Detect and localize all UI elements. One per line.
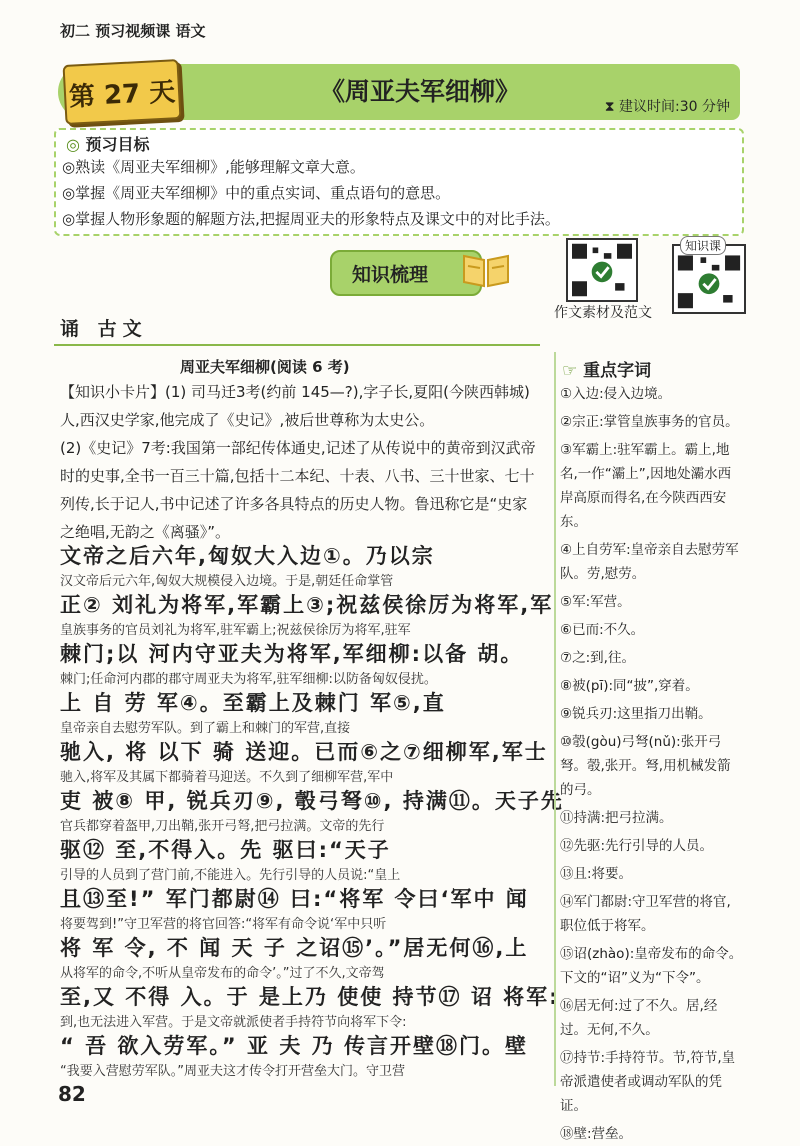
- translation-line: 官兵都穿着盔甲,刀出鞘,张开弓弩,把弓拉满。文帝的先行: [60, 819, 385, 834]
- glossary-item: ②宗正:掌管皇族事务的官员。: [560, 414, 739, 430]
- glossary-item: ⑰持节:手持符节。节,符节,皇帝派遣使者或调动军队的凭证。: [560, 1050, 736, 1114]
- pointer-icon: ☞: [562, 361, 584, 381]
- glossary-item: ⑧被(pī):同“披”,穿着。: [560, 678, 699, 694]
- translation-line: 从将军的命令,不听从皇帝发布的命令’。”过了不久,文帝驾: [60, 966, 385, 981]
- translation-line: “我要入营慰劳军队。”周亚夫这才传令打开营垒大门。守卫营: [60, 1064, 405, 1079]
- classical-line: 至,又 不得 入。于 是上乃 使使 持节⑰ 诏 将军:: [60, 985, 560, 1009]
- glossary-item: ⑫先驱:先行引导的人员。: [560, 838, 714, 854]
- day-tag: 第 27 天: [63, 59, 182, 125]
- hourglass-icon: ⧗: [604, 99, 620, 115]
- glossary-item: ⑮诏(zhào):皇帝发布的命令。下文的“诏”义为“下令”。: [560, 946, 743, 986]
- divider: [54, 344, 540, 346]
- glossary-item: ⑪持满:把弓拉满。: [560, 810, 673, 826]
- glossary-item: ⑩彀(gòu)弓弩(nǔ):张开弓弩。彀,张开。弩,用机械发箭的弓。: [560, 734, 731, 798]
- translation-line: 到,也无法进入军营。于是文帝就派使者手持符节向将军下令:: [60, 1015, 407, 1030]
- suggested-time: ⧗ 建议时间:30 分钟: [604, 99, 730, 115]
- section-pill: 知识梳理: [330, 250, 482, 296]
- goals-title: ◎ 预习目标: [66, 135, 150, 154]
- glossary-item: ①入边:侵入边境。: [560, 386, 672, 402]
- classical-line: 且⑬至!” 军门都尉⑭ 曰:“将军 令曰‘军中 闻: [60, 887, 529, 911]
- section-heading: 诵 古文: [60, 318, 148, 340]
- classical-line: 文帝之后六年,匈奴大入边①。乃以宗: [60, 544, 435, 568]
- glossary-item: ⑯居无何:过了不久。居,经过。无何,不久。: [560, 998, 718, 1038]
- intro-paragraph: (2)《史记》7考:我国第一部纪传体通史,记述了从传说中的黄帝到汉武帝时的史事,全书一百三十篇,包括十二本纪、十表、八书、三十世家、七十列传,长于记人,书中记述了许多各具特点的历史人物。鲁迅称它是“史家之绝唱,无韵之《离骚》”。: [60, 439, 536, 541]
- classical-line: 将 军 令, 不 闻 天 子 之诏⑮’。”居无何⑯,上: [60, 936, 529, 960]
- glossary-item: ⑤军:军营。: [560, 594, 631, 610]
- translation-line: 引导的人员到了营门前,不能进入。先行引导的人员说:“皇上: [60, 868, 401, 883]
- translation-line: 汉文帝后元六年,匈奴大规模侵入边境。于是,朝廷任命掌管: [60, 574, 394, 589]
- page-number: 82: [58, 1082, 86, 1106]
- target-icon: ◎: [66, 135, 86, 154]
- glossary-item: ⑭军门都尉:守卫军营的将官,职位低于将军。: [560, 894, 731, 934]
- running-head: 初二 预习视频课 语文: [60, 22, 206, 40]
- book-icon: [460, 250, 512, 290]
- classical-line: 棘门;以 河内守亚夫为将军,军细柳:以备 胡。: [60, 642, 524, 666]
- glossary-item: ⑨锐兵刃:这里指刀出鞘。: [560, 706, 712, 722]
- glossary-item: ⑦之:到,往。: [560, 650, 635, 666]
- classical-line: 正② 刘礼为将军,军霸上③;祝兹侯徐厉为将军,军: [60, 593, 554, 617]
- translation-line: 驰入,将军及其属下都骑着马迎送。不久到了细柳军营,军中: [60, 770, 394, 785]
- qr-code-left[interactable]: [566, 238, 638, 302]
- translation-line: 棘门;任命河内郡的郡守周亚夫为将军,驻军细柳:以防备匈奴侵扰。: [60, 672, 437, 687]
- knowledge-class-tag: 知识课: [680, 236, 726, 255]
- goal-item: ◎掌握人物形象题的解题方法,把握周亚夫的形象特点及课文中的对比手法。: [62, 210, 560, 228]
- classical-line: “ 吾 欲入劳军。” 亚 夫 乃 传言开壁⑱门。壁: [60, 1034, 528, 1058]
- classical-line: 吏 被⑧ 甲, 锐兵刃⑨, 彀弓弩⑩, 持满⑪。天子先: [60, 789, 564, 813]
- goal-item: ◎掌握《周亚夫军细柳》中的重点实词、重点语句的意思。: [62, 184, 451, 202]
- intro-paragraph: 【知识小卡片】(1) 司马迁3考(约前 145—?),字子长,夏阳(今陕西韩城)人,西汉史学家,他完成了《史记》,被后世尊称为太史公。: [60, 383, 530, 429]
- translation-line: 皇族事务的官员刘礼为将军,驻军霸上;祝兹侯徐厉为将军,驻军: [60, 623, 411, 638]
- lesson-title: 《周亚夫军细柳》: [319, 77, 520, 106]
- glossary-item: ⑱壁:营垒。: [560, 1126, 633, 1142]
- classical-line: 上 自 劳 军④。至霸上及棘门 军⑤,直: [60, 691, 446, 715]
- glossary-item: ③军霸上:驻军霸上。霸上,地名,一作“灞上”,因地处灞水西岸高原而得名,在今陕西西安东。: [560, 442, 732, 530]
- classical-line: 驱⑫ 至,不得入。先 驱曰:“天子: [60, 838, 391, 862]
- qr-caption: 作文素材及范文: [554, 305, 652, 321]
- classical-line: 驰入, 将 以下 骑 送迎。已而⑥之⑦细柳军,军士: [60, 740, 548, 764]
- glossary-item: ⑬且:将要。: [560, 866, 633, 882]
- translation-line: 将要驾到!”守卫军营的将官回答:“将军有命令说‘军中只听: [60, 917, 387, 932]
- glossary-item: ⑥已而:不久。: [560, 622, 645, 638]
- glossary-title: ☞ 重点字词: [562, 361, 652, 381]
- goal-item: ◎熟读《周亚夫军细柳》,能够理解文章大意。: [62, 158, 365, 176]
- glossary-item: ④上自劳军:皇帝亲自去慰劳军队。劳,慰劳。: [560, 542, 739, 582]
- article-title: 周亚夫军细柳(阅读 6 考): [180, 358, 350, 376]
- translation-line: 皇帝亲自去慰劳军队。到了霸上和棘门的军营,直接: [60, 721, 351, 736]
